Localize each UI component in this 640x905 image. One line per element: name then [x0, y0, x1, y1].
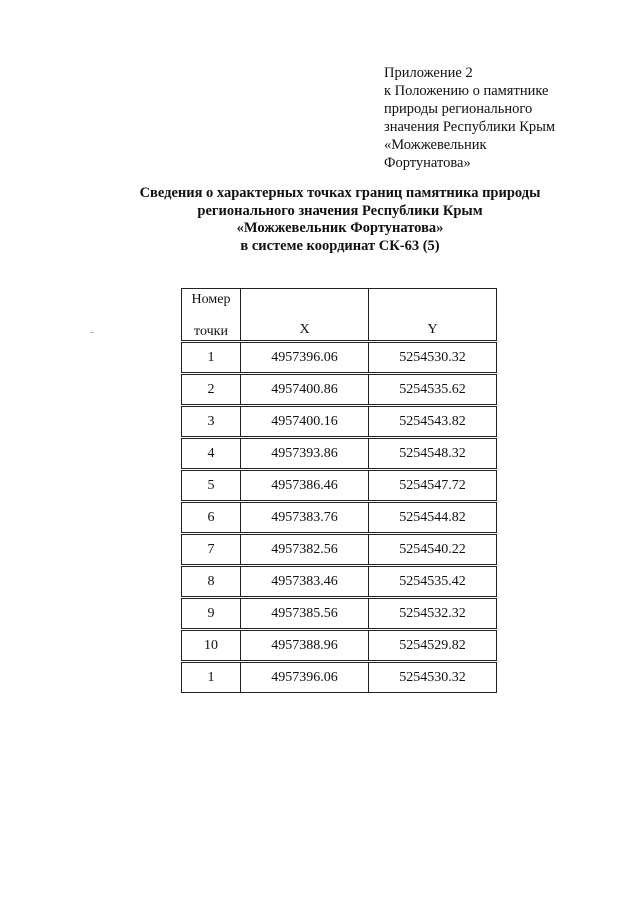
y-coordinate-cell: 5254530.32 [369, 342, 497, 374]
appendix-line: значения Республики Крым [384, 119, 556, 135]
x-coordinate-cell: 4957383.76 [241, 502, 369, 534]
appendix-line: природы регионального [384, 101, 533, 117]
document-heading [90, 185, 590, 255]
table-header-row [182, 289, 497, 342]
y-coordinate-cell: 5254548.32 [369, 438, 497, 470]
header-y-label: Y [427, 322, 438, 337]
y-coordinate-cell: 5254535.42 [369, 566, 497, 598]
header-x-label: X [299, 322, 310, 337]
header-cell-number [182, 289, 241, 342]
header-cell-x [241, 289, 369, 342]
table-row [182, 534, 497, 566]
y-coordinate-cell: 5254532.32 [369, 598, 497, 630]
y-coordinate-cell: 5254529.82 [369, 630, 497, 662]
appendix-line: Приложение 2 [384, 65, 473, 81]
x-coordinate-cell: 4957400.16 [241, 406, 369, 438]
y-coordinate-cell: 5254540.22 [369, 534, 497, 566]
heading-line: «Можжевельник Фортунатова» [236, 220, 444, 236]
heading-line: в системе координат СК-63 (5) [240, 237, 440, 254]
coordinates-table [181, 288, 497, 693]
point-number-cell: 4 [182, 438, 241, 470]
x-coordinate-cell: 4957396.06 [241, 662, 369, 693]
table-row [182, 630, 497, 662]
scan-mark [90, 332, 94, 333]
x-coordinate-cell: 4957383.46 [241, 566, 369, 598]
appendix-line: Фортунатова» [384, 155, 471, 171]
y-coordinate-cell: 5254547.72 [369, 470, 497, 502]
point-number-cell: 1 [182, 662, 241, 693]
table-row [182, 598, 497, 630]
heading-line: регионального значения Республики Крым [197, 202, 483, 219]
table-row [182, 502, 497, 534]
point-number-cell: 8 [182, 566, 241, 598]
x-coordinate-cell: 4957396.06 [241, 342, 369, 374]
x-coordinate-cell: 4957393.86 [241, 438, 369, 470]
y-coordinate-cell: 5254530.32 [369, 662, 497, 693]
point-number-cell: 5 [182, 470, 241, 502]
coordinates-table-body [182, 289, 497, 693]
table-row [182, 470, 497, 502]
table-row [182, 566, 497, 598]
table-row [182, 406, 497, 438]
x-coordinate-cell: 4957386.46 [241, 470, 369, 502]
point-number-cell: 7 [182, 534, 241, 566]
y-coordinate-cell: 5254544.82 [369, 502, 497, 534]
point-number-cell: 9 [182, 598, 241, 630]
point-number-cell: 1 [182, 342, 241, 374]
point-number-cell: 6 [182, 502, 241, 534]
table-row [182, 342, 497, 374]
point-number-cell: 2 [182, 374, 241, 406]
heading-line: Сведения о характерных точках границ памятника природы [139, 185, 541, 201]
table-row [182, 438, 497, 470]
y-coordinate-cell: 5254535.62 [369, 374, 497, 406]
header-number-bottom: точки [194, 324, 228, 339]
header-cell-y [369, 289, 497, 342]
header-number-top: Номер [191, 292, 231, 307]
x-coordinate-cell: 4957400.86 [241, 374, 369, 406]
appendix-line: к Положению о памятнике [384, 83, 549, 99]
point-number-cell: 10 [182, 630, 241, 662]
appendix-note [384, 64, 624, 172]
x-coordinate-cell: 4957385.56 [241, 598, 369, 630]
point-number-cell: 3 [182, 406, 241, 438]
table-row [182, 662, 497, 693]
x-coordinate-cell: 4957388.96 [241, 630, 369, 662]
y-coordinate-cell: 5254543.82 [369, 406, 497, 438]
table-row [182, 374, 497, 406]
x-coordinate-cell: 4957382.56 [241, 534, 369, 566]
appendix-line: «Можжевельник [384, 137, 487, 153]
